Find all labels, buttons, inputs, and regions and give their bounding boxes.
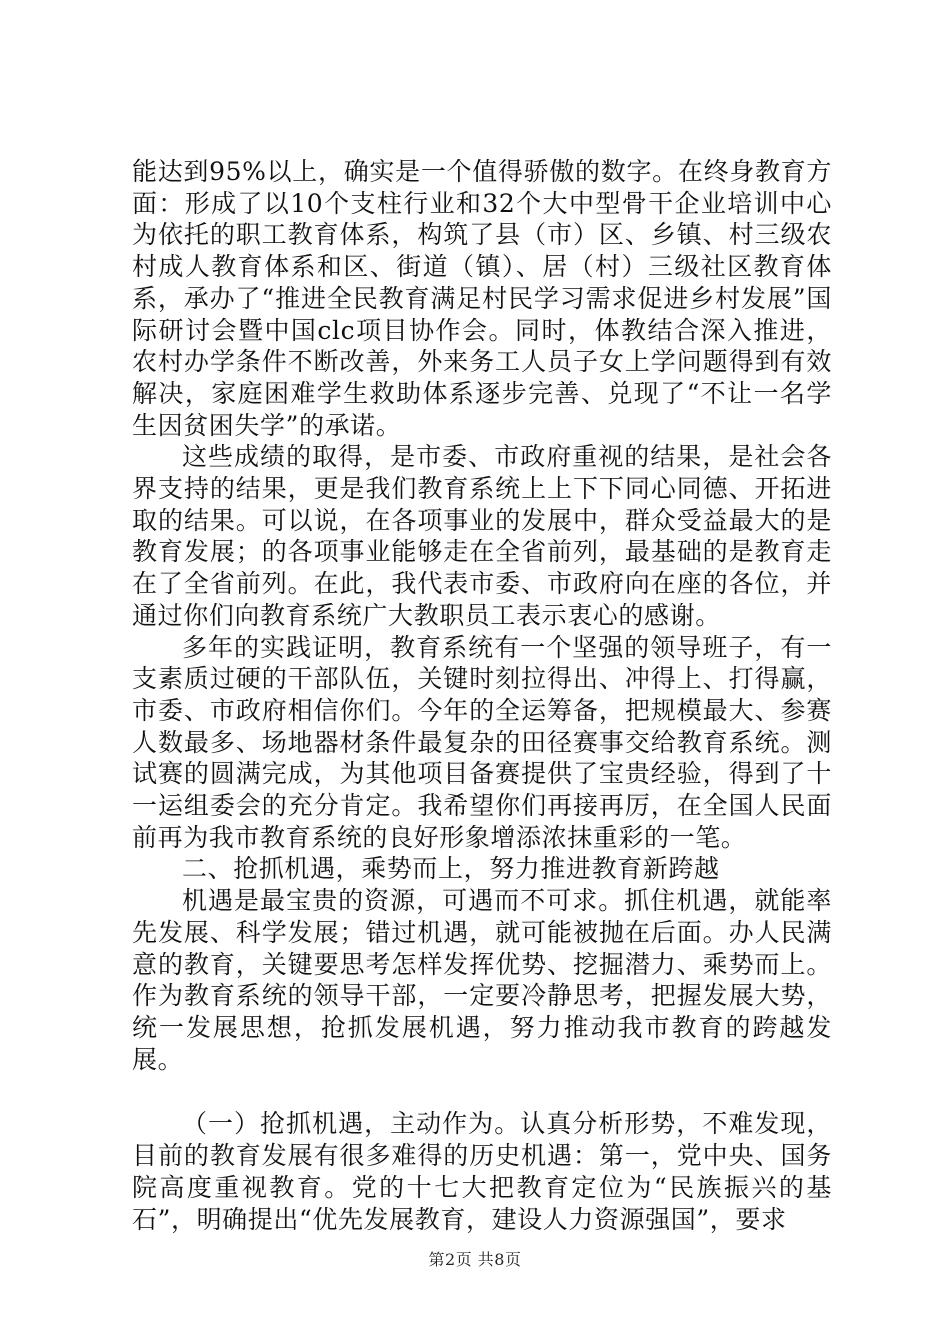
page-footer: 第2页 共8页 bbox=[428, 1250, 522, 1269]
paragraph-practice: 多年的实践证明，教育系统有一个坚强的领导班子，有一支素质过硬的干部队伍，关键时刻拉得出、冲得上、打得赢，市委、市政府相信你们。今年的全运筹备，把规模最大、参赛人数最多、场地器材条件最复杂的田径赛事交给教育系统。测试赛的圆满完成，为其他项目备赛提供了宝贵经验，得到了十一运组委会的充分肯定。我希望你们再接再厉，在全国人民面前再为我市教育系统的良好形象增添浓抹重彩的一笔。 bbox=[132, 632, 832, 852]
paragraph-seize-opportunity: （一）抢抓机遇，主动作为。认真分析形势，不难发现，目前的教育发展有很多难得的历史机遇：第一，党中央、国务院高度重视教育。党的十七大把教育定位为“民族振兴的基石”，明确提出“优先发展教育，建设人力资源强国”，要求 bbox=[132, 1109, 832, 1234]
section-heading: 二、抢抓机遇，乘势而上，努力推进教育新跨越 bbox=[182, 854, 720, 884]
paragraph-opportunity: 机遇是最宝贵的资源，可遇而不可求。抓住机遇，就能率先发展、科学发展；错过机遇，就可能被抛在后面。办人民满意的教育，关键要思考怎样发挥优势、挖掘潜力、乘势而上。作为教育系统的领导干部，一定要冷静思考，把握发展大势，统一发展思想，抢抓发展机遇，努力推动我市教育的跨越发展。 bbox=[132, 886, 832, 1074]
document-body bbox=[132, 156, 832, 1235]
paragraph-gap bbox=[132, 1075, 832, 1108]
paragraph-achievements: 这些成绩的取得，是市委、市政府重视的结果，是社会各界支持的结果，更是我们教育系统上上下下同心同德、开拓进取的结果。可以说，在各项事业的发展中，群众受益最大的是教育发展；的各项事业能够走在全省前列，最基础的是教育走在了全省前列。在此，我代表市委、市政府向在座的各位，并通过你们向教育系统广大教职员工表示衷心的感谢。 bbox=[132, 442, 832, 630]
paragraph-continuation: 能达到95%以上，确实是一个值得骄傲的数字。在终身教育方面：形成了以10个支柱行业和32个大中型骨干企业培训中心为依托的职工教育体系，构筑了县（市）区、乡镇、村三级农村成人教育体系和区、街道（镇）、居（村）三级社区教育体系，承办了“推进全民教育满足村民学习需求促进乡村发展”国际研讨会暨中国clc项目协作会。同时，体教结合深入推进，农村办学条件不断改善，外来务工人员子女上学问题得到有效解决，家庭困难学生救助体系逐步完善、兑现了“不让一名学生因贫困失学”的承诺。 bbox=[132, 157, 832, 440]
